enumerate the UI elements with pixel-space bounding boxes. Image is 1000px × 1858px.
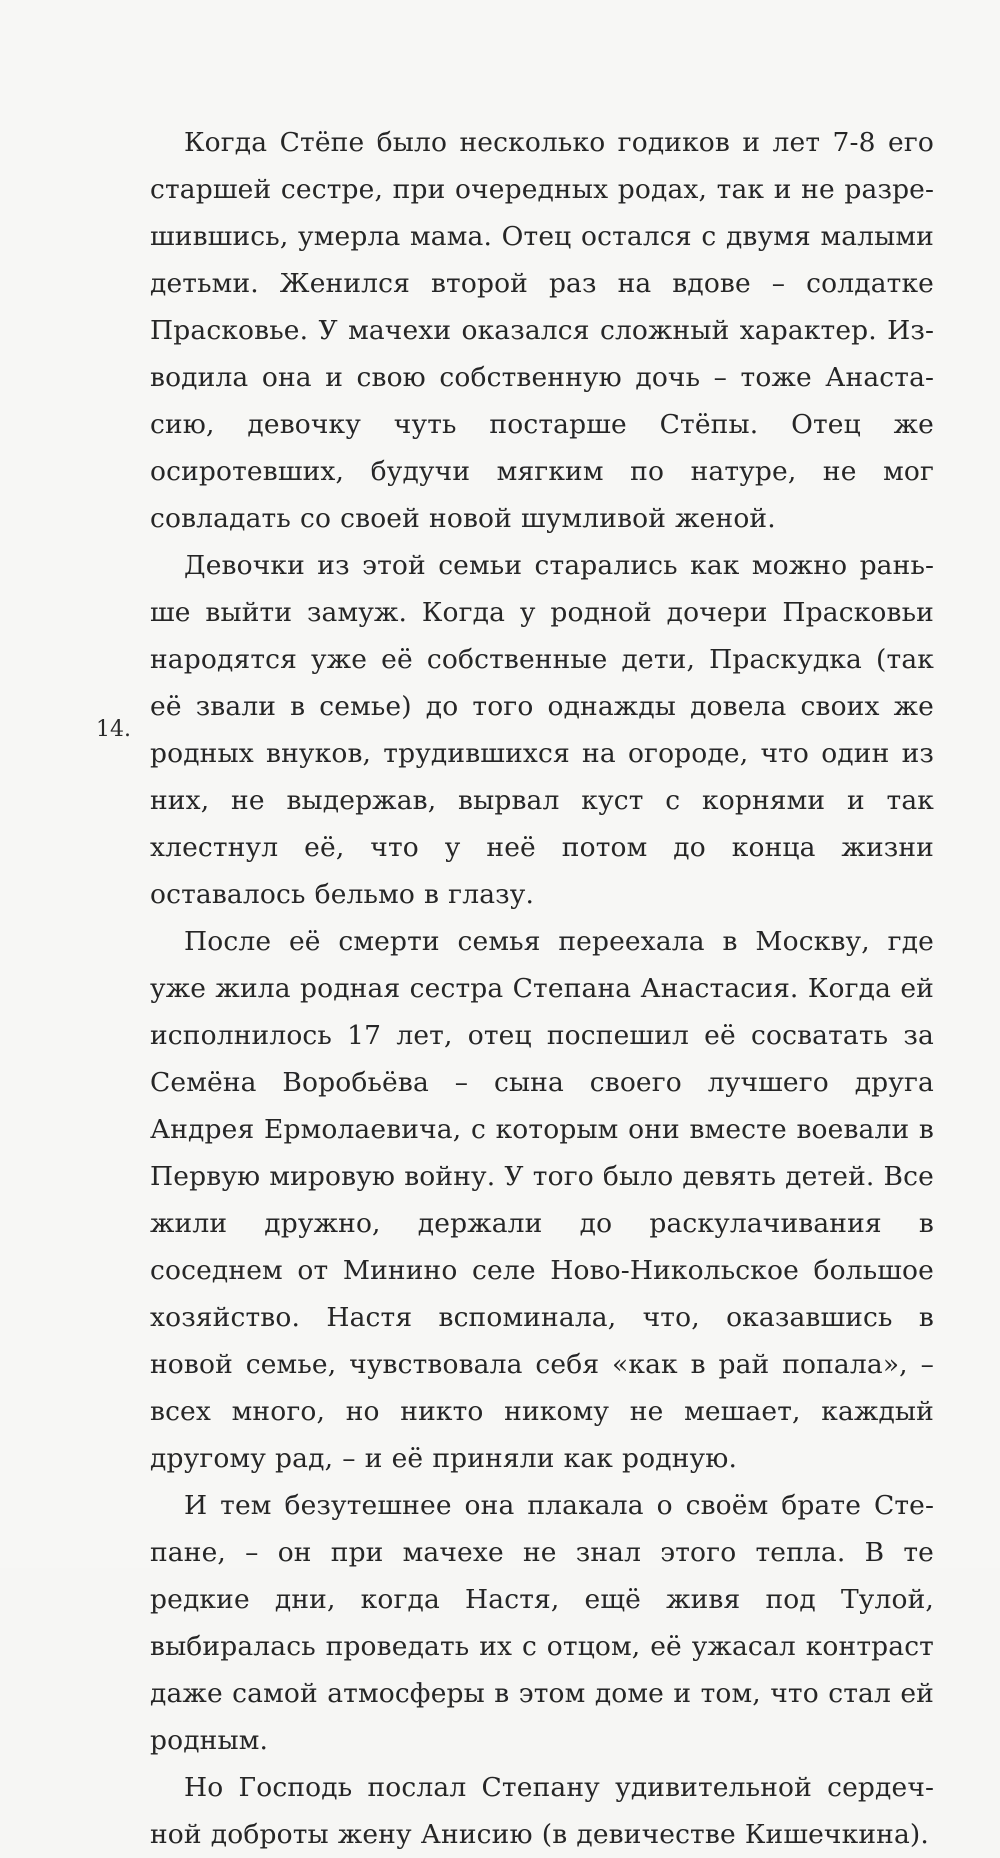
paragraph-2: Девочки из этой семьи старались как можно раньше выйти замуж. Когда у родной дочери Прасковьи народятся уже её собственные дети, Праскудка (так её звали в семье) до того однажды довела своих же родных внуков, трудившихся на огороде, что один из них, не выдержав, вырвал куст с корнями и так хлестнул её, что у неё потом до конца жизни оставалось бельмо в глазу.: [150, 550, 934, 910]
paragraph-1: Когда Стёпе было несколько годиков и лет 7-8 его старшей сестре, при очередных родах, так и не разрешившись, умерла мама. Отец остался с двумя малыми детьми. Женился второй раз на вдове – солдатке Прасковье. У мачехи оказался сложный характер. Изводила она и свою собственную дочь – тоже Анастасию, девочку чуть постарше Стёпы. Отец же осиротевших, будучи мягким по натуре, не мог совладать со своей новой шумливой женой.: [150, 127, 934, 534]
paragraph-4: И тем безутешнее она плакала о своём брате Степане, – он при мачехе не знал этого тепла. В те редкие дни, когда Настя, ещё живя под Тулой, выбиралась проведать их с отцом, её ужасал контраст даже самой атмосферы в этом доме и том, что стал ей родным.: [150, 1490, 934, 1756]
body-text: [150, 119, 934, 1858]
paragraph-3: После её смерти семья переехала в Москву, где уже жила родная сестра Степана Анастасия. Когда ей исполнилось 17 лет, отец поспешил её сосватать за Семёна Воробьёва – сына своего лучшего друга Андрея Ермолаевича, с которым они вместе воевали в Первую мировую войну. У того было девять детей. Все жили дружно, держали до раскулачивания в соседнем от Минино селе Ново-Никольское большое хозяйство. Настя вспоминала, что, оказавшись в новой семье, чувствовала себя «как в рай попала», – всех много, но никто никому не мешает, каждый другому рад, – и её приняли как родную.: [150, 926, 934, 1474]
page-number: 14.: [96, 717, 131, 742]
paragraph-5: Но Господь послал Степану удивительной сердечной доброты жену Анисию (в девичестве Кишечкина).: [150, 1772, 934, 1850]
